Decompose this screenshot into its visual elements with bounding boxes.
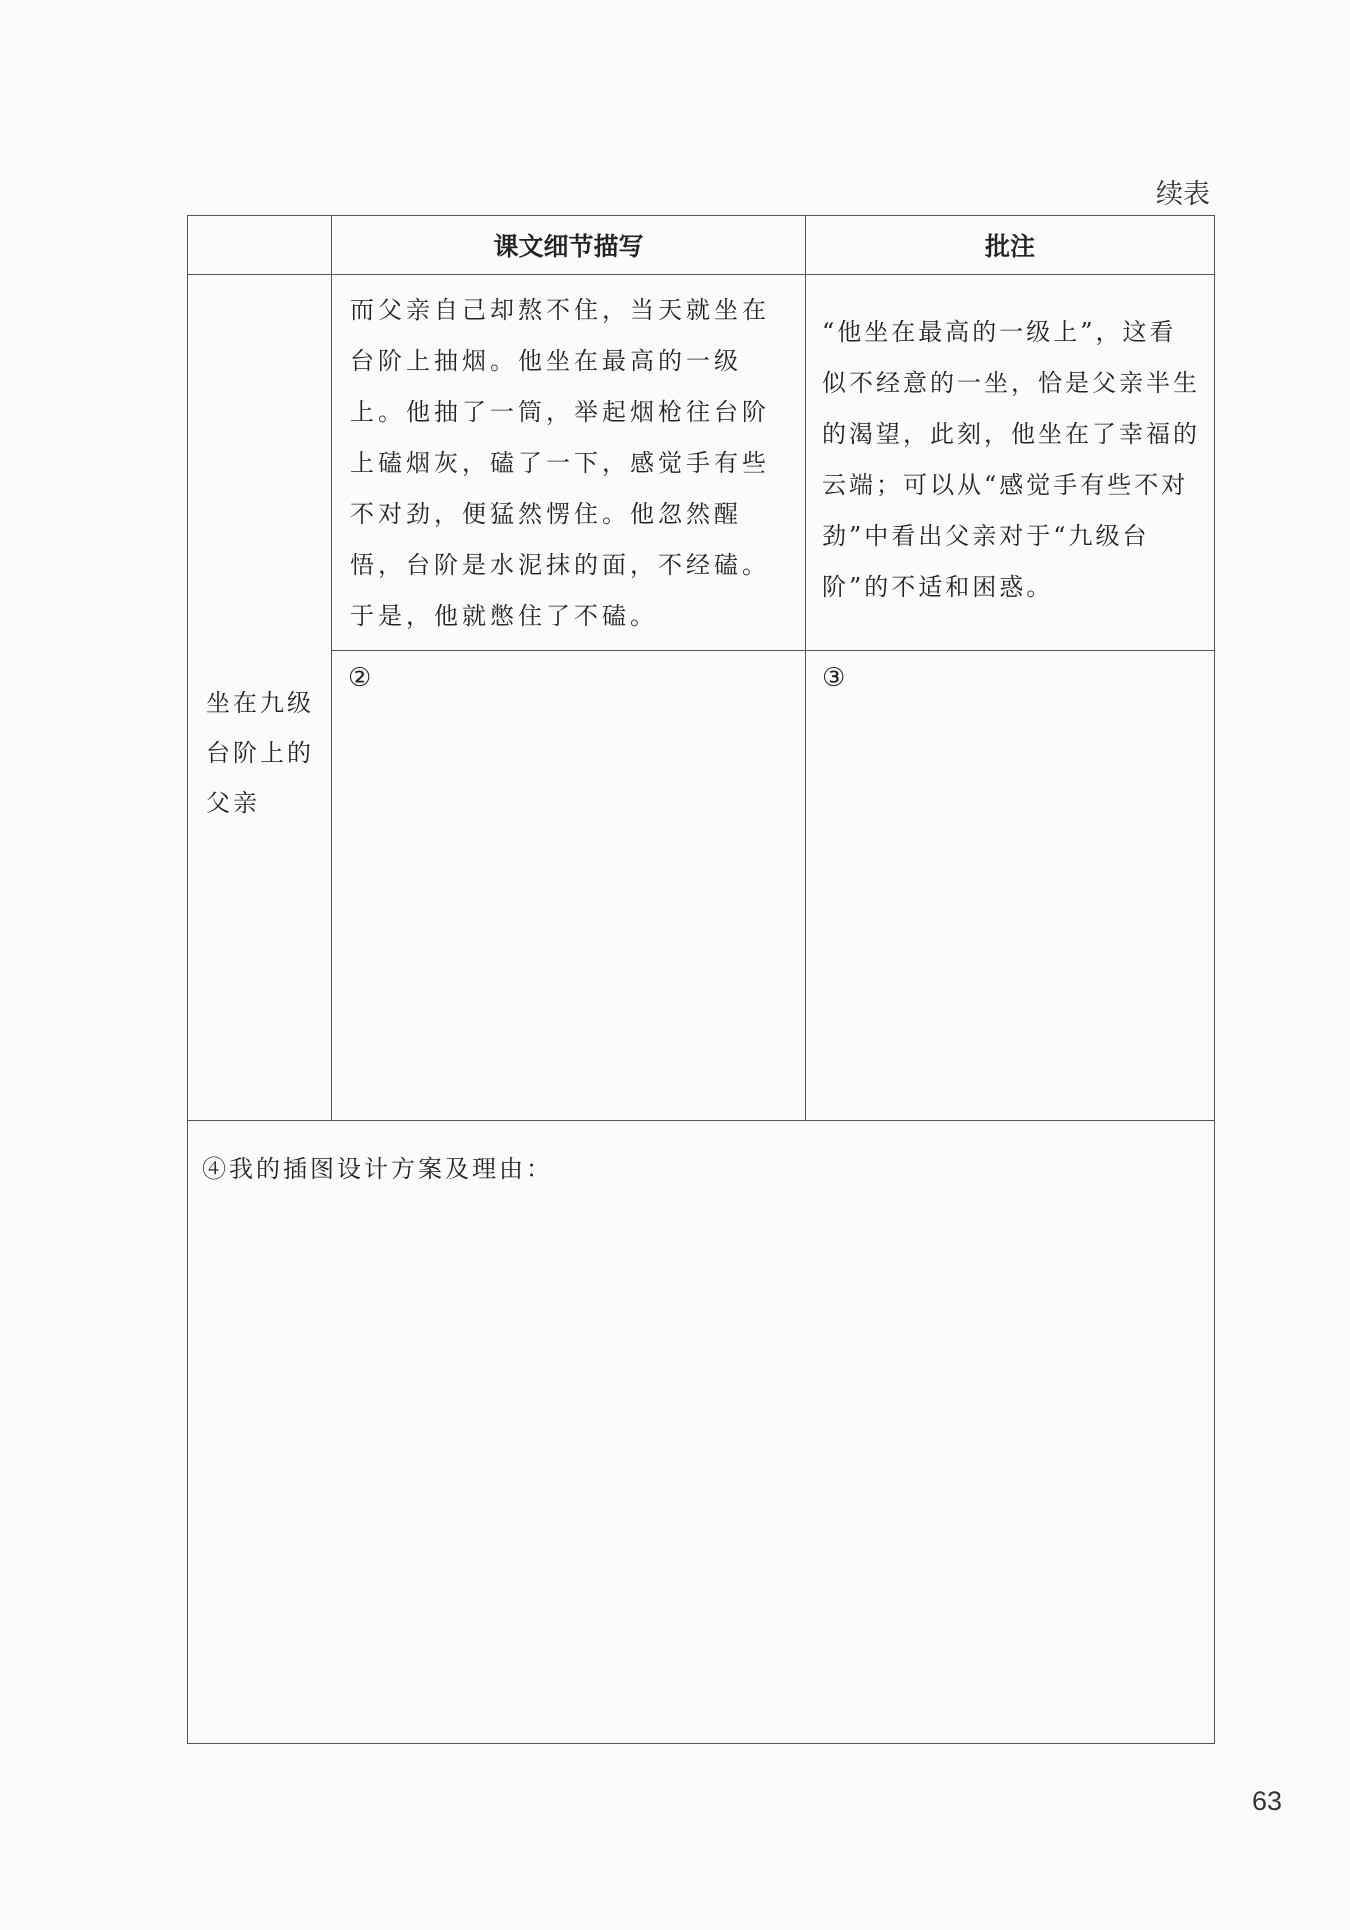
row-label: 坐在九级台阶上的父亲 [206,688,314,817]
table-row [188,275,1215,651]
header-empty-cell [188,216,332,275]
detail-text: 而父亲自己却熬不住，当天就坐在台阶上抽烟。他坐在最高的一级上。他抽了一筒，举起烟枪往台阶上磕烟灰，磕了一下，感觉手有些不对劲，便猛然愣住。他忽然醒悟，台阶是水泥抹的面，不经磕。于是，他就憋住了不磕。 [350,296,770,630]
table-row [188,651,1215,1121]
continued-label: 续表 [1156,179,1210,210]
design-plan-cell[interactable] [188,1121,1215,1744]
table-header-row [188,216,1215,275]
detail-cell [332,275,806,651]
header-detail: 课文细节描写 [332,216,806,275]
blank-annotation-marker: ③ [822,663,846,693]
annotation-text: “他坐在最高的一级上”，这看似不经意的一坐，恰是父亲半生的渴望，此刻，他坐在了幸福的云端；可以从“感觉手有些不对劲”中看出父亲对于“九级台阶”的不适和困惑。 [822,318,1200,601]
table-row [188,1121,1215,1744]
blank-annotation-cell[interactable] [806,651,1215,1121]
annotation-table [187,215,1215,1744]
header-annotation: 批注 [806,216,1215,275]
blank-detail-cell[interactable] [332,651,806,1121]
row-label-cell [188,275,332,1121]
blank-detail-marker: ② [348,663,372,693]
annotation-cell [806,275,1215,651]
page-number: 63 [1252,1786,1283,1816]
design-plan-prompt: ④我的插图设计方案及理由： [202,1155,553,1183]
